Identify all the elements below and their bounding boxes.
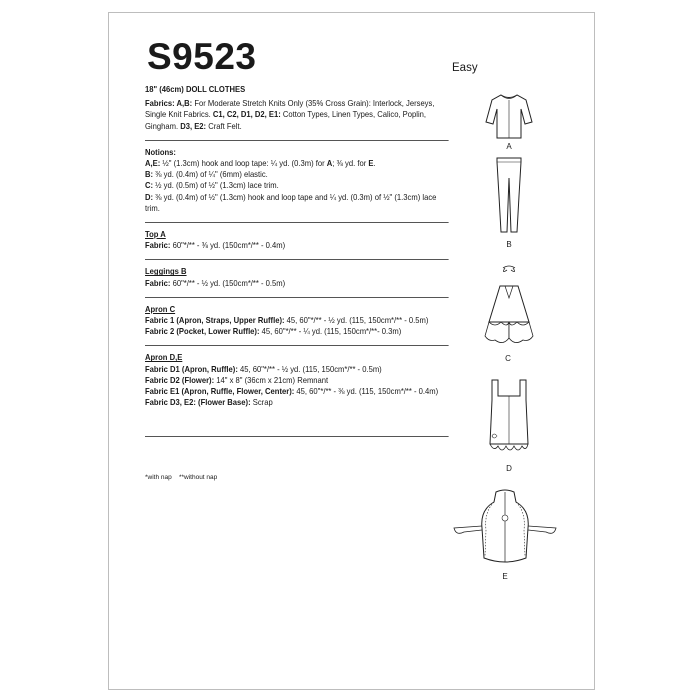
section-heading: Apron D,E [145, 352, 183, 363]
fabric-label: Fabric 2 (Pocket, Lower Ruffle): [145, 326, 260, 337]
difficulty-label: Easy [452, 62, 478, 74]
notion-line [145, 180, 449, 191]
fabric-row [145, 326, 449, 337]
divider [145, 259, 449, 260]
figure-a [484, 92, 534, 152]
fabric-yardage: Scrap [250, 397, 273, 408]
fabric-yardage: 60"*/** - ⅜ yd. (150cm*/** - 0.4m) [170, 240, 286, 251]
divider [145, 297, 449, 298]
fabrics-intro [145, 98, 449, 132]
pattern-details [145, 84, 449, 443]
divider [145, 345, 449, 346]
figure-c-label: C [505, 354, 511, 363]
fabrics-label: Fabrics: A,B: [145, 98, 193, 109]
apron-c-sketch-icon [481, 262, 537, 352]
leggings-sketch-icon [494, 156, 524, 236]
divider [145, 140, 449, 141]
section-heading: Apron C [145, 303, 176, 314]
fabric-label: Fabric D1 (Apron, Ruffle): [145, 363, 238, 374]
figure-c [481, 262, 537, 368]
fabric-row [145, 240, 449, 251]
fabric-label: Fabric D3, E2: (Flower Base): [145, 397, 251, 408]
fabric-yardage: 45, 60"*/** - ½ yd. (115, 150cm*/** - 0.5m) [237, 363, 382, 374]
fabric-row [145, 315, 449, 326]
fabric-yardage: 14" x 8" (36cm x 21cm) Remnant [214, 374, 329, 385]
notion-label: B: [145, 169, 154, 180]
fabric-row [145, 386, 449, 397]
top-sketch-icon [484, 92, 534, 140]
figure-b [494, 156, 524, 252]
fabrics-text-3: Craft Felt. [206, 120, 242, 131]
notion-b2: A [326, 158, 333, 169]
figure-d [482, 378, 536, 478]
fabrics-label-3: D3, E2: [180, 120, 207, 131]
fabric-label: Fabric: [145, 240, 171, 251]
fabric-label: Fabric 1 (Apron, Straps, Upper Ruffle): [145, 315, 285, 326]
notions-heading: Notions: [145, 146, 176, 157]
figure-a-label: A [506, 142, 512, 151]
fabric-label: Fabric D2 (Flower): [145, 374, 215, 385]
apron-d-sketch-icon [482, 378, 536, 462]
apron-e-sketch-icon [452, 488, 558, 568]
notion-label: A,E: [145, 158, 161, 169]
divider [145, 436, 449, 437]
fabrics-label-2: C1, C2, D1, D2, E1: [212, 109, 281, 120]
notion-text2: ; ⅜ yd. for [332, 158, 369, 169]
fabric-yardage: 45, 60"*/** - ⅜ yd. (115, 150cm*/** - 0.4m) [294, 386, 439, 397]
notion-line [145, 169, 449, 180]
fabric-label: Fabric E1 (Apron, Ruffle, Flower, Center): [145, 386, 295, 397]
fabrics-text-1: For Moderate Stretch Knits Only (35% Cross Grain): Interlock, Jerseys, Single Knit Fabrics. [145, 98, 435, 120]
fabric-row [145, 397, 449, 408]
section-heading: Top A [145, 229, 166, 240]
section-heading: Leggings B [145, 266, 187, 277]
notion-text: ½ yd. (0.5m) of ½" (1.3cm) lace trim. [153, 180, 279, 191]
fabric-yardage: 60"*/** - ½ yd. (150cm*/** - 0.5m) [170, 277, 286, 288]
divider [145, 222, 449, 223]
footnote: *with nap **without nap [145, 474, 218, 481]
notion-text3: . [373, 158, 376, 169]
fabric-label: Fabric: [145, 277, 171, 288]
notion-line [145, 158, 449, 169]
notion-text: ⅜ yd. (0.4m) of ¼" (6mm) elastic. [153, 169, 268, 180]
figure-e-label: E [502, 572, 508, 581]
notion-b3: E [368, 158, 374, 169]
figure-b-label: B [506, 240, 512, 249]
yardage-sections [145, 229, 449, 437]
fabric-yardage: 45, 60"*/** - ½ yd. (115, 150cm*/** - 0.5m) [284, 315, 429, 326]
fabric-row [145, 364, 449, 375]
fabrics-text-2: Cotton Types, Linen Types, Calico, Poplin, Gingham. [145, 109, 427, 131]
pattern-title: 18" (46cm) DOLL CLOTHES [145, 84, 246, 94]
notion-label: C: [145, 180, 154, 191]
figure-d-label: D [506, 464, 512, 473]
notion-text: ⅜ yd. (0.4m) of ½" (1.3cm) hook and loop tape and ¼ yd. (0.3m) of ½" (1.3cm) lace trim. [145, 191, 437, 213]
notion-text: ½" (1.3cm) hook and loop tape: ¼ yd. (0.3m) for [160, 158, 327, 169]
notion-line [145, 192, 449, 214]
notions-list [145, 158, 449, 214]
figure-e [452, 488, 558, 584]
notion-label: D: [145, 191, 154, 202]
fabric-row [145, 278, 449, 289]
pattern-number: S9523 [147, 36, 257, 77]
fabric-yardage: 45, 60"*/** - ¼ yd. (115, 150cm*/**- 0.3m) [259, 326, 402, 337]
fabric-row [145, 375, 449, 386]
